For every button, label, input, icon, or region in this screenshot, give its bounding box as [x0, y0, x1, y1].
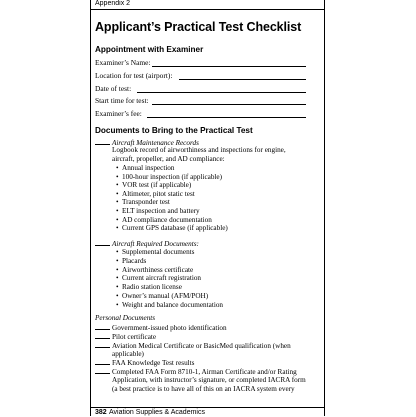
page-number: 382	[95, 409, 107, 416]
checkbox-blank	[95, 323, 110, 330]
checkbox-blank	[95, 341, 110, 348]
checklist-item: Government-issued photo identification	[95, 323, 227, 332]
list-item: • Altimeter, pitot static test	[122, 190, 195, 198]
checklist-item: Completed FAA Form 8710-1, Airman Certificate and/or Rating	[95, 367, 297, 376]
checkbox-blank	[95, 358, 110, 365]
checklist-item: Aviation Medical Certificate or BasicMed qualification (when	[95, 341, 291, 350]
list-item: • Weight and balance documentation	[122, 301, 223, 309]
field-test-location: Location for test (airport):	[95, 71, 172, 81]
fill-in-line	[179, 79, 306, 80]
field-test-date: Date of test:	[95, 84, 131, 94]
list-item: • Current aircraft registration	[122, 274, 201, 282]
field-start-time: Start time for test:	[95, 96, 149, 106]
checklist-item-continuation: applicable)	[112, 349, 144, 358]
list-item: • VOR test (if applicable)	[122, 181, 191, 189]
checklist-item-continuation: (a best practice is to have all of this on an IACRA system every	[112, 385, 295, 393]
required-documents-title: Aircraft Required Documents:	[95, 239, 199, 248]
list-item: • Radio station license	[122, 283, 182, 291]
list-item: • ELT inspection and battery	[122, 207, 200, 215]
page-header	[91, 0, 324, 10]
appointment-heading: Appointment with Examiner	[95, 45, 204, 54]
publisher-name: Aviation Supplies & Academics	[109, 409, 205, 416]
appendix-label: Appendix 2	[95, 0, 131, 7]
checkbox-blank	[95, 367, 110, 374]
checkbox-blank	[95, 239, 110, 246]
field-examiner-fee: Examiner’s fee:	[95, 109, 142, 119]
checklist-item-continuation: Application, with instructor’s signature, or completed IACRA form	[112, 376, 306, 384]
list-item: • Airworthiness certificate	[122, 266, 193, 274]
checkbox-blank	[95, 138, 110, 145]
fill-in-line	[152, 66, 306, 67]
checklist-item: Pilot certificate	[95, 332, 156, 341]
list-item: • Annual inspection	[122, 164, 175, 172]
maintenance-desc-line: Logbook record of airworthiness and inspections for engine,	[112, 146, 286, 154]
personal-documents-title: Personal Documents	[95, 314, 156, 322]
list-item: • Owner’s manual (AFM/POH)	[122, 292, 208, 300]
document-page	[90, 0, 325, 416]
checklist-item: FAA Knowledge Test results	[95, 358, 194, 367]
maintenance-records-title: Aircraft Maintenance Records	[95, 138, 199, 147]
fill-in-line	[152, 104, 306, 105]
maintenance-desc-line: aircraft, propeller, and AD compliance:	[112, 155, 225, 163]
list-item: • 100-hour inspection (if applicable)	[122, 173, 222, 181]
list-item: • Supplemental documents	[122, 248, 194, 256]
fill-in-line	[147, 117, 306, 118]
fill-in-line	[137, 92, 306, 93]
list-item: • Transponder test	[122, 198, 170, 206]
list-item: • AD compliance documentation	[122, 216, 212, 224]
page-title: Applicant’s Practical Test Checklist	[95, 20, 302, 34]
documents-heading: Documents to Bring to the Practical Test	[95, 126, 253, 135]
field-examiner-name: Examiner’s Name:	[95, 58, 150, 68]
list-item: • Current GPS database (if applicable)	[122, 224, 228, 232]
checkbox-blank	[95, 332, 110, 339]
list-item: • Placards	[122, 257, 146, 265]
